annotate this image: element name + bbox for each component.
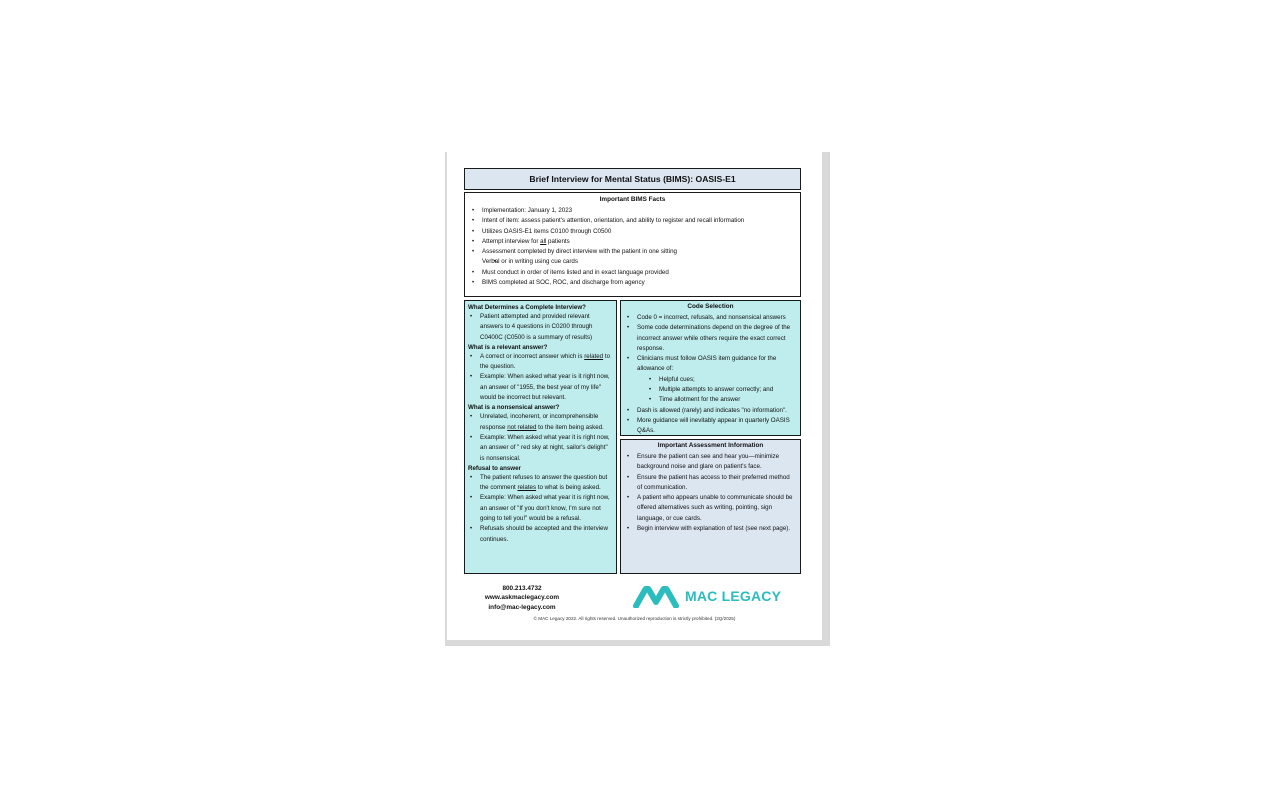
mac-legacy-logo-icon: [633, 586, 679, 608]
list-item-text: to the question.: [480, 352, 611, 371]
list-item-text: Unrelated, incoherent, or incomprehensible response: [480, 413, 599, 431]
list-item: • Assessment completed by direct interview with the patient in one sitting: [470, 247, 795, 257]
list-item: • Example: When asked what year it is right now, an answer of "If you don't know, I'm sure not going to tell you!" would be a refusal.: [468, 493, 613, 524]
list-item: • BIMS completed at SOC, ROC, and discharge from agency: [470, 278, 795, 288]
contact-website: www.askmaclegacy.com: [484, 594, 560, 602]
complete-interview-heading: What Determines a Complete Interview?: [468, 304, 586, 311]
list-item: • A patient who appears unable to communicate should be offered alternatives such as writing, pointing, sign language, or cue cards.: [625, 493, 796, 524]
list-item: • Must conduct in order of items listed and in exact language provided: [470, 268, 795, 278]
list-item: • Clinicians must follow OASIS item guidance for the allowance of:: [625, 354, 796, 375]
mac-legacy-logo: [633, 586, 783, 610]
contact-email: info@mac-legacy.com: [488, 603, 556, 611]
assessment-info-list: [625, 452, 796, 534]
list-item-text: Attempt interview for: [482, 237, 541, 245]
list-item: • Refusals should be accepted and the interview continues.: [468, 524, 613, 545]
list-item: • Dash is allowed (rarely) and indicates "no information".: [625, 406, 796, 416]
list-item: • Ensure the patient can see and hear you—minimize background noise and glare on patient's face.: [625, 452, 796, 473]
refusal-heading: Refusal to answer: [468, 464, 521, 472]
underlined-text: all: [540, 237, 547, 245]
list-item: • Utilizes OASIS-E1 items C0100 through C0500: [470, 227, 795, 237]
complete-interview-list: [468, 312, 613, 343]
list-item-text: The patient refuses to answer the question but the comment: [480, 473, 608, 492]
complete-interview-box: [464, 300, 617, 574]
list-item: • Intent of item: assess patient's attention, orientation, and ability to register and recall information: [470, 216, 795, 226]
relevant-answer-heading: What is a relevant answer?: [468, 343, 548, 351]
list-item-text: to what is being asked.: [536, 484, 601, 492]
contact-block: [477, 584, 567, 612]
list-item: • Multiple attempts to answer correctly; and: [625, 385, 796, 395]
list-item: • Some code determinations depend on the degree of the incorrect answer while others require the exact correct response.: [625, 323, 796, 354]
list-item: • Helpful cues;: [625, 375, 796, 385]
list-item-text: to the item being asked.: [536, 423, 604, 431]
nonsensical-answer-heading: What is a nonsensical answer?: [468, 404, 560, 412]
list-item: • Code 0 = incorrect, refusals, and nonsensical answers: [625, 313, 796, 323]
underlined-text: related: [584, 352, 604, 360]
list-item: [470, 237, 795, 247]
underlined-text: not related: [507, 423, 537, 431]
bims-facts-box: [464, 192, 801, 297]
list-item: • Patient attempted and provided relevant answers to 4 questions in C0200 through C0400C (C0500 is a summary of results): [468, 312, 613, 343]
list-item: • Example: When asked what year it is right now, an answer of " red sky at night, sailor's delight" is nonsensical.: [468, 433, 613, 464]
list-item: • Example: When asked what year is it right now, an answer of "1955, the best year of my life" would be incorrect but relevant.: [468, 372, 613, 403]
list-item: • More guidance will inevitably appear in quarterly OASIS Q&As.: [625, 416, 796, 437]
code-selection-heading: Code Selection: [687, 303, 734, 310]
list-item: [468, 473, 613, 494]
facts-list: [470, 206, 795, 288]
copyright-notice: © MAC Legacy 2022. All rights reserved. Unauthorized reproduction is strictly prohibited. (2Q/2025): [533, 616, 736, 621]
code-selection-list: [625, 313, 796, 437]
nonsensical-answer-list: [468, 412, 613, 463]
list-item-text: patients: [546, 237, 570, 245]
list-item: • Verbal or in writing using cue cards: [470, 257, 795, 267]
document-page: [447, 150, 822, 640]
facts-heading: Important BIMS Facts: [599, 196, 666, 203]
list-item: [468, 412, 613, 433]
list-item-text: A correct or incorrect answer which is: [480, 352, 585, 360]
list-item: • Implementation: January 1, 2023: [470, 206, 795, 216]
document-title: Brief Interview for Mental Status (BIMS): OASIS-E1: [464, 168, 801, 190]
underlined-text: relates: [517, 484, 537, 492]
assessment-info-heading: Important Assessment Information: [657, 442, 764, 449]
list-item: • Begin interview with explanation of test (see next page).: [625, 524, 796, 534]
list-item: • Ensure the patient has access to their preferred method of communication.: [625, 473, 796, 494]
assessment-info-box: [620, 439, 801, 574]
refusal-list: [468, 473, 613, 545]
contact-phone: 800.213.4732: [502, 585, 542, 592]
code-selection-box: [620, 300, 801, 436]
logo-text: MAC LEGACY: [685, 588, 782, 604]
relevant-answer-list: [468, 352, 613, 403]
list-item: [468, 352, 613, 373]
list-item: • Time allotment for the answer: [625, 395, 796, 405]
